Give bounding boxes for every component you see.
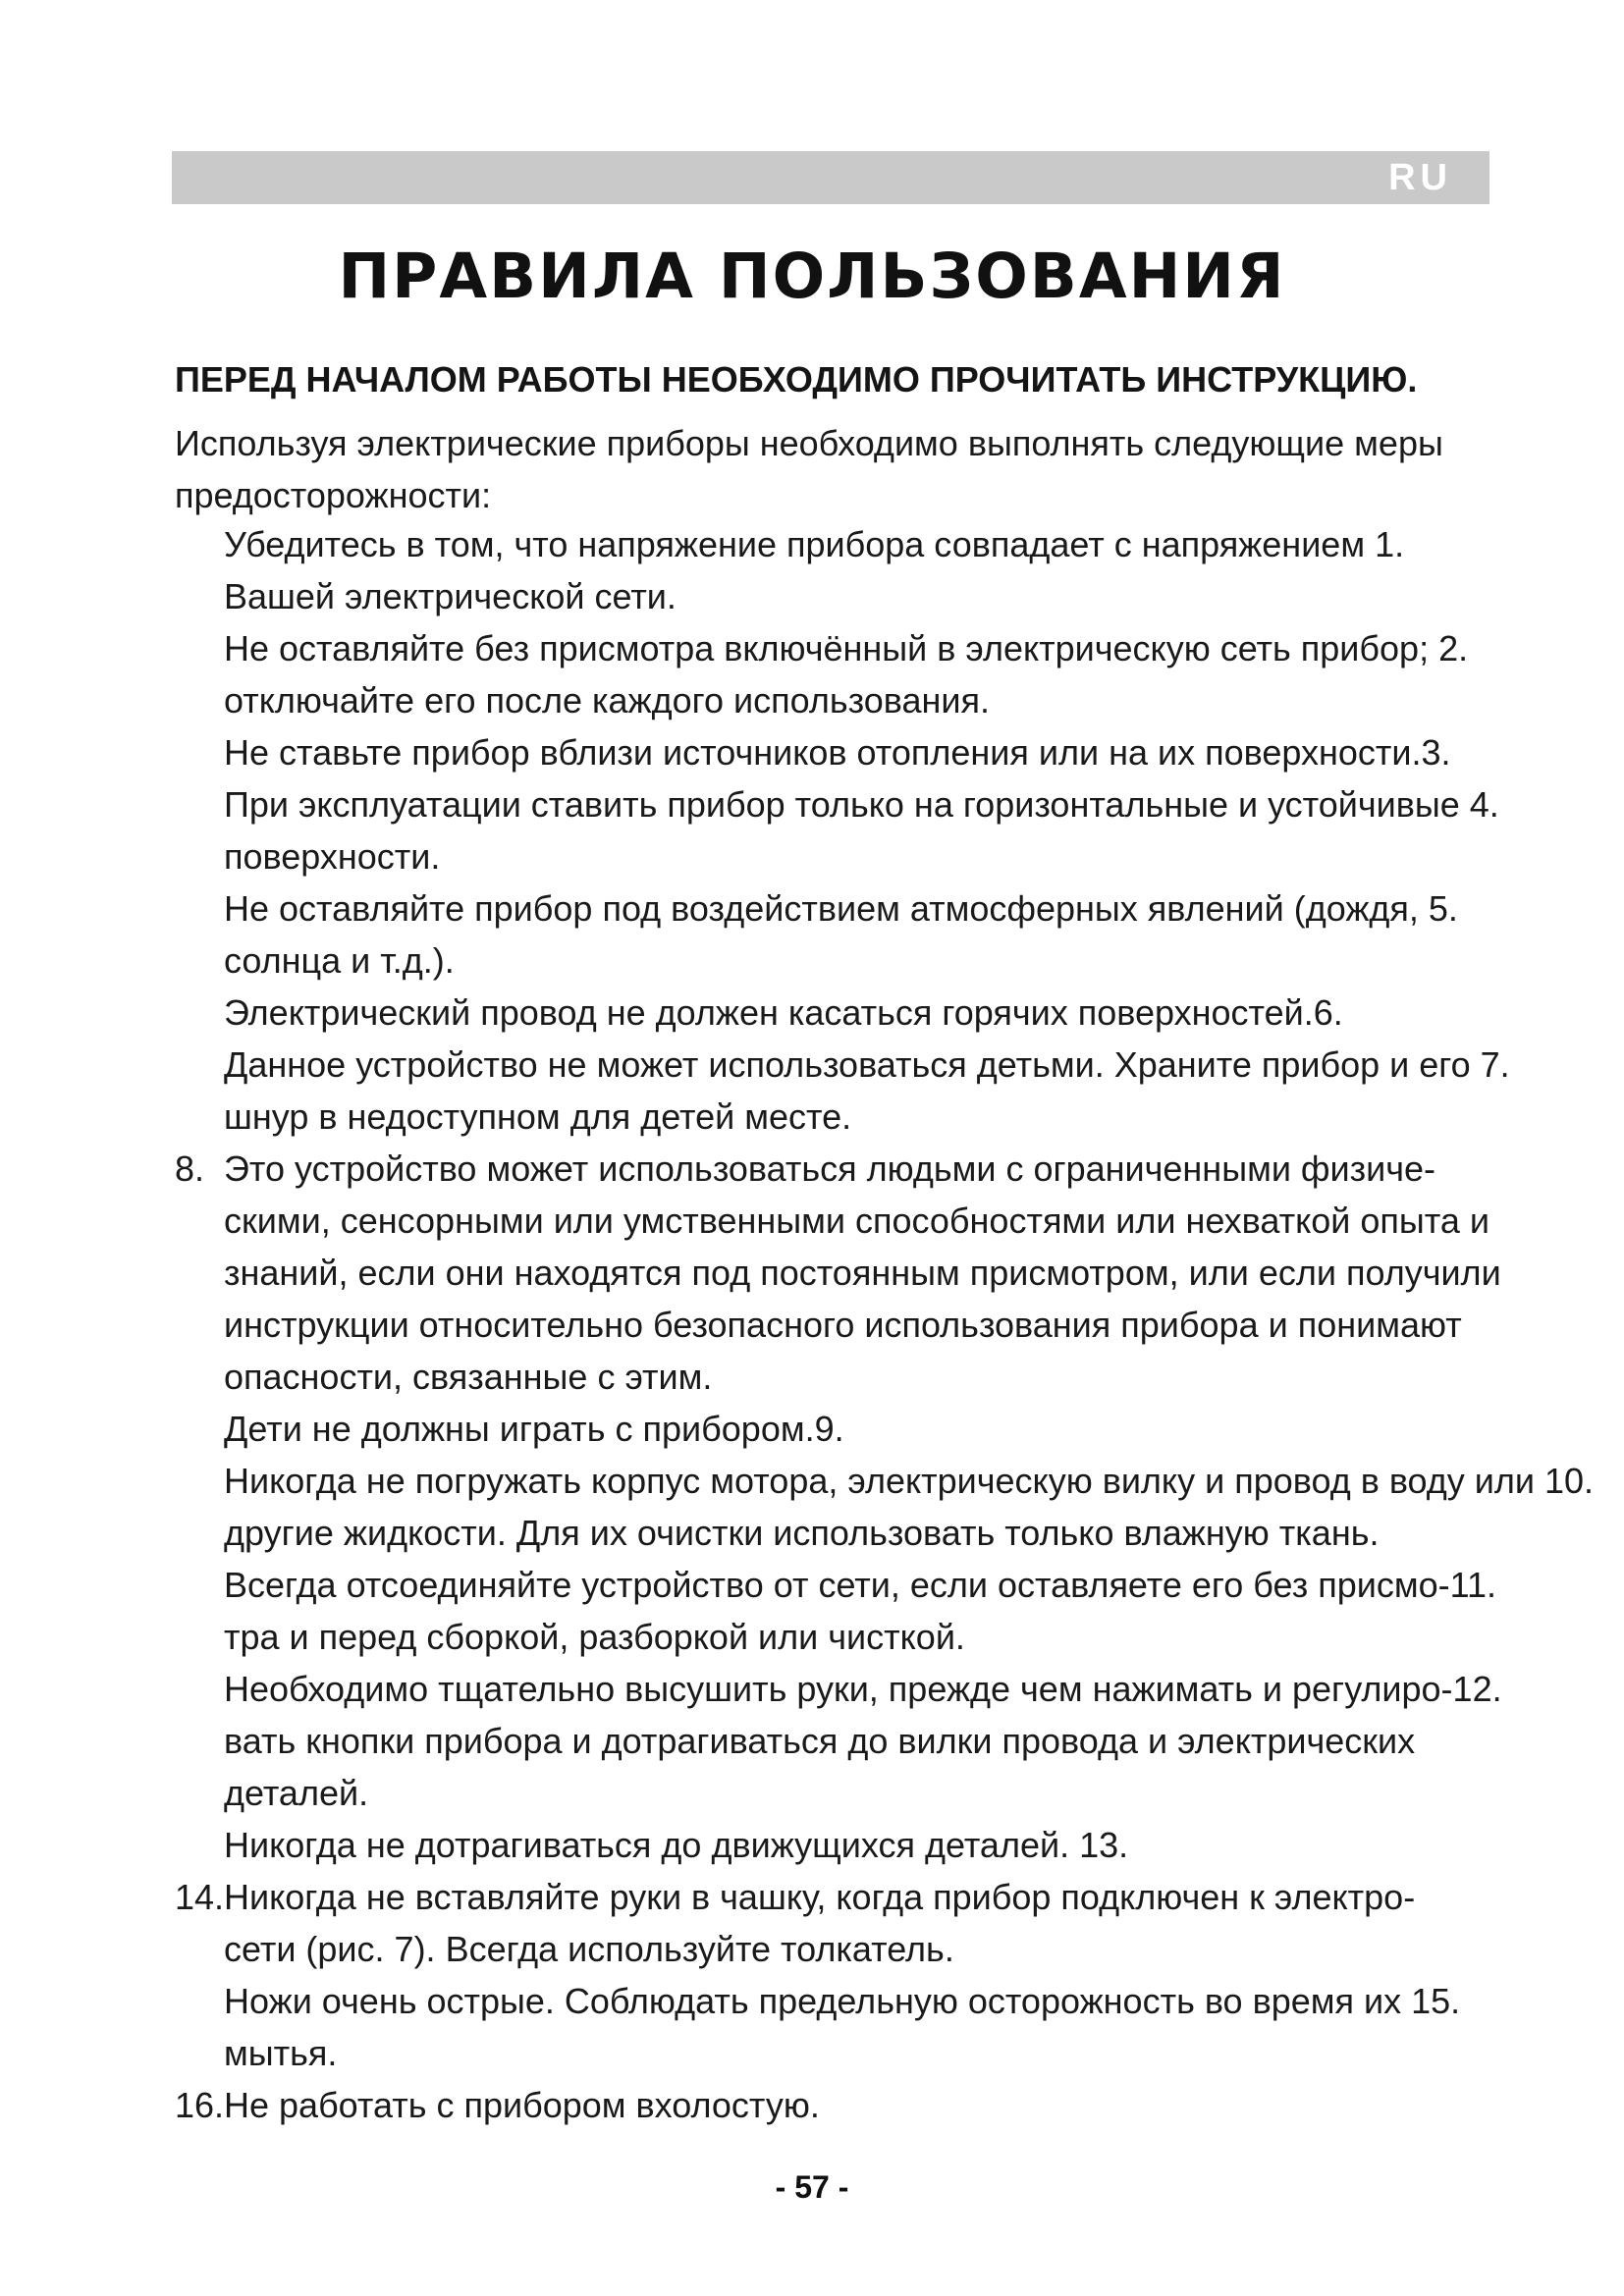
rule-number [175, 987, 224, 1039]
rule-number [175, 1455, 224, 1559]
rule-line: тра и перед сборкой, разборкой или чисткой. [224, 1617, 965, 1657]
page-number: - 57 - [775, 2169, 849, 2205]
rule-line: Не оставляйте прибор под воздействием атмосферных явлений (дождя, 5. [224, 888, 1458, 929]
section-heading: ПЕРЕД НАЧАЛОМ РАБОТЫ НЕОБХОДИМО ПРОЧИТАТЬ ИНСТРУКЦИЮ. [175, 359, 1418, 400]
rule-item [175, 1039, 1569, 1143]
intro-paragraph [175, 417, 1530, 521]
rule-text [224, 726, 1569, 778]
rule-text [224, 1143, 1569, 1403]
rule-line: Не работать с прибором вхолостую. [224, 2085, 820, 2125]
rule-text [224, 518, 1569, 622]
rule-number [175, 1403, 224, 1455]
rule-text [224, 1819, 1569, 1871]
rule-number [175, 1663, 224, 1819]
intro-line: Используя электрические приборы необходимо выполнять следующие меры [175, 423, 1443, 463]
rule-number [175, 1559, 224, 1663]
rule-line: Никогда не дотрагиваться до движущихся деталей. 13. [224, 1825, 1129, 1865]
rule-item [175, 1455, 1595, 1559]
rule-text [224, 1871, 1569, 1975]
rule-line: Необходимо тщательно высушить руки, прежде чем нажимать и регулиро-12. [224, 1669, 1502, 1709]
rule-line: Никогда не погружать корпус мотора, электрическую вилку и провод в воду или 10. [224, 1461, 1595, 1501]
rule-text [224, 1403, 1569, 1455]
rule-text [224, 1559, 1569, 1663]
header-band [172, 151, 1489, 204]
rule-item [175, 778, 1569, 882]
rule-item [175, 1819, 1569, 1871]
rule-line: Электрический провод не должен касаться горячих поверхностей.6. [224, 992, 1343, 1033]
rule-line: Это устройство может использоваться людьми с ограниченными физиче- [224, 1148, 1436, 1189]
rule-number: 16. [175, 2085, 225, 2125]
rule-line: мытья. [224, 2033, 338, 2073]
rule-line: инструкции относительно безопасного использования прибора и понимают [224, 1305, 1462, 1345]
rule-number [175, 1039, 224, 1143]
rule-number: 14. [175, 1877, 225, 1917]
rule-number [175, 778, 224, 882]
rule-text [224, 1039, 1569, 1143]
rule-line: Убедитесь в том, что напряжение прибора совпадает с напряжением 1. [224, 524, 1405, 564]
rule-item [175, 1143, 1569, 1403]
rule-text [224, 987, 1569, 1039]
rule-number [175, 518, 224, 622]
rule-item [175, 1871, 1569, 1975]
rule-text [224, 1975, 1569, 2079]
rule-line: Данное устройство не может использоваться детьми. Храните прибор и его 7. [224, 1044, 1510, 1085]
page-title: ПРАВИЛА ПОЛЬЗОВАНИЯ [338, 240, 1286, 312]
rule-text [224, 1663, 1569, 1819]
rule-line: шнур в недоступном для детей месте. [224, 1096, 852, 1137]
rule-line: другие жидкости. Для их очистки использовать только влажную ткань. [224, 1513, 1380, 1553]
rule-line: При эксплуатации ставить прибор только на горизонтальные и устойчивые 4. [224, 784, 1499, 825]
rule-number [175, 882, 224, 987]
rule-item [175, 1403, 1569, 1455]
rule-line: знаний, если они находятся под постоянным присмотром, или если получили [224, 1253, 1501, 1293]
rule-line: Ножи очень острые. Соблюдать предельную осторожность во время их 15. [224, 1981, 1461, 2021]
rule-item [175, 518, 1569, 622]
rule-number [175, 1819, 224, 1871]
rule-text [224, 882, 1569, 987]
rule-item [175, 882, 1569, 987]
rule-line: вать кнопки прибора и дотрагиваться до вилки провода и электрических [224, 1721, 1416, 1761]
rule-line: Никогда не вставляйте руки в чашку, когда прибор подключен к электро- [224, 1877, 1416, 1917]
rule-number [175, 622, 224, 726]
rule-item [175, 622, 1569, 726]
rule-number [175, 726, 224, 778]
rule-line: поверхности. [224, 836, 441, 877]
rule-number [175, 1975, 224, 2079]
rule-line: Дети не должны играть с прибором.9. [224, 1409, 844, 1449]
intro-line: предосторожности: [175, 475, 492, 515]
rule-line: Не оставляйте без присмотра включённый в электрическую сеть прибор; 2. [224, 628, 1469, 668]
rules-list [175, 518, 1595, 2131]
rule-text [224, 1455, 1594, 1559]
language-label: RU [1388, 157, 1452, 198]
rule-line: Всегда отсоединяйте устройство от сети, если оставляете его без присмо-11. [224, 1565, 1496, 1605]
rule-line: Вашей электрической сети. [224, 576, 677, 616]
rule-item [175, 2079, 1569, 2131]
rule-line: опасности, связанные с этим. [224, 1357, 713, 1397]
rule-number: 8. [175, 1148, 205, 1189]
rule-item [175, 987, 1569, 1039]
rule-text [224, 622, 1569, 726]
rule-item [175, 1663, 1569, 1819]
rule-line: сети (рис. 7). Всегда используйте толкатель. [224, 1929, 954, 1969]
rule-item [175, 1975, 1569, 2079]
rule-line: отключайте его после каждого использования. [224, 680, 990, 721]
rule-line: скими, сенсорными или умственными способностями или нехваткой опыта и [224, 1201, 1489, 1241]
rule-text [224, 2079, 1569, 2131]
rule-item [175, 726, 1569, 778]
rule-line: солнца и т.д.). [224, 940, 455, 981]
rule-text [224, 778, 1569, 882]
rule-item [175, 1559, 1569, 1663]
rule-line: Не ставьте прибор вблизи источников отопления или на их поверхности.3. [224, 732, 1451, 773]
rule-line: деталей. [224, 1773, 369, 1813]
